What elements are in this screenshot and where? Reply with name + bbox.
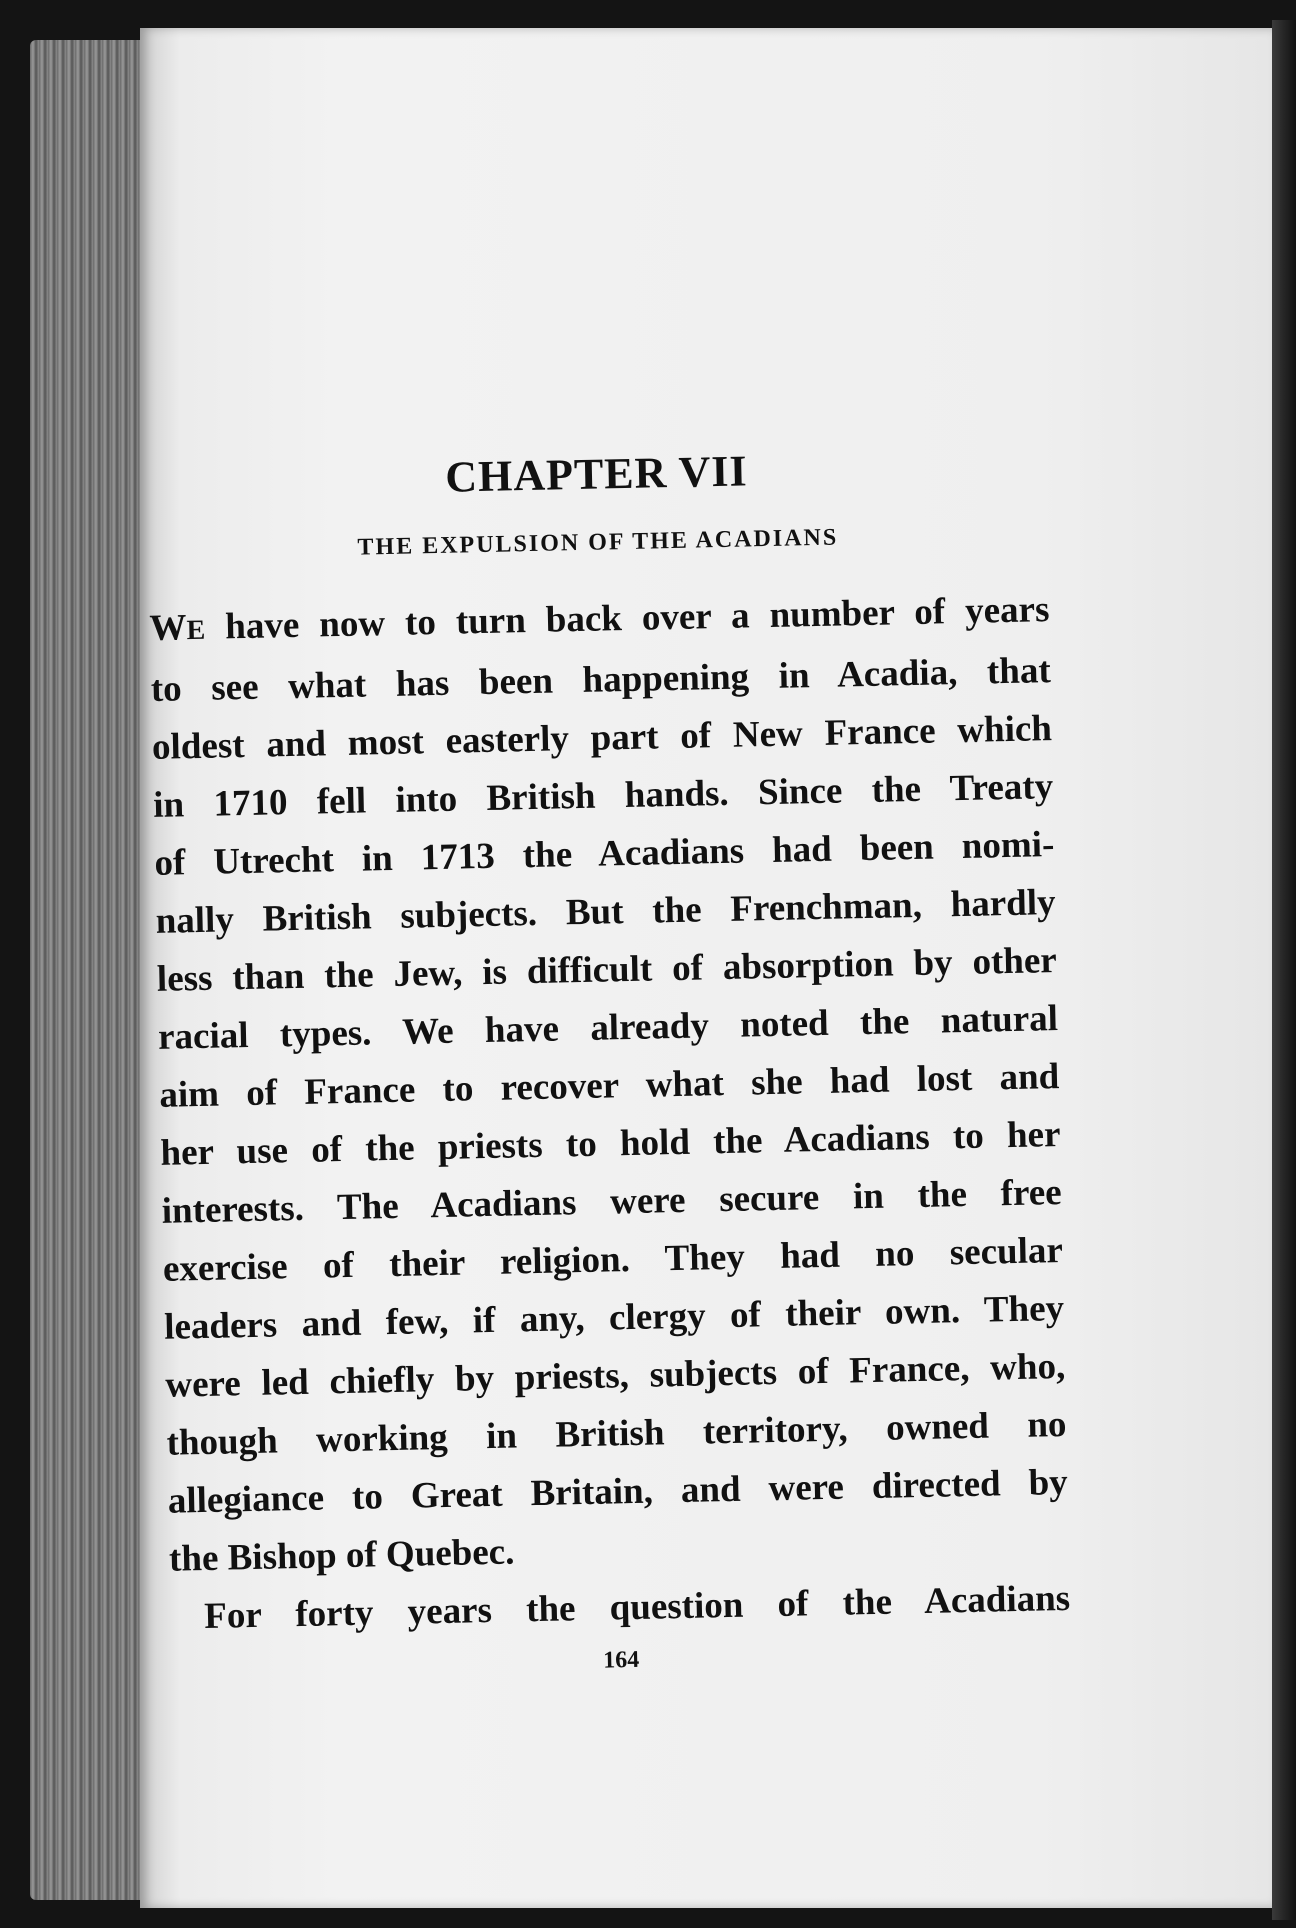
paragraph-line: her use of the priests to hold the Acadians to her (160, 1114, 1061, 1174)
line-text: have now to turn back over a number of years (204, 589, 1050, 648)
paragraph-line: in 1710 fell into British hands. Since the Treaty (152, 766, 1054, 826)
paragraph-line: racial types. We have already noted the natural (157, 998, 1059, 1058)
paragraph-line: leaders and few, if any, clergy of their own. They (163, 1287, 1065, 1348)
page-edges (30, 40, 150, 1900)
right-edge-shadow (1272, 20, 1296, 1920)
paragraph-line: the Bishop of Quebec. (168, 1531, 515, 1580)
page-content (146, 439, 1071, 1684)
paragraph-line: less than the Jew, is difficult of absorption by other (156, 940, 1058, 1000)
paragraph-line: of Utrecht in 1713 the Acadians had been nomi- (154, 824, 1055, 884)
paragraph-line: interests. The Acadians were secure in the free (161, 1171, 1063, 1232)
chapter-title: CHAPTER VII (444, 446, 749, 502)
paragraph-line: nally British subjects. But the Frenchman, hardly (155, 882, 1056, 942)
paragraph-line: though working in British territory, owned no (166, 1403, 1067, 1464)
drop-initial: W (149, 607, 187, 649)
paragraph-1 (149, 581, 1070, 1589)
paragraph-line: oldest and most easterly part of New France which (151, 708, 1053, 768)
small-cap-rest: E (186, 614, 206, 647)
line-text: For forty years the question of the Acadians (203, 1577, 1071, 1638)
chapter-subtitle: THE EXPULSION OF THE ACADIANS (357, 524, 839, 561)
paragraph-indent (171, 1628, 205, 1629)
paragraph-line: aim of France to recover what she had lost and (158, 1056, 1060, 1116)
page-number: 164 (603, 1646, 640, 1674)
paragraph-line: exercise of their religion. They had no secular (162, 1229, 1064, 1290)
paragraph-line: allegiance to Great Britain, and were directed by (167, 1461, 1069, 1522)
paragraph-line: to see what has been happening in Acadia, that (150, 650, 1052, 710)
paragraph-line: were led chiefly by priests, subjects of France, who, (164, 1345, 1066, 1406)
